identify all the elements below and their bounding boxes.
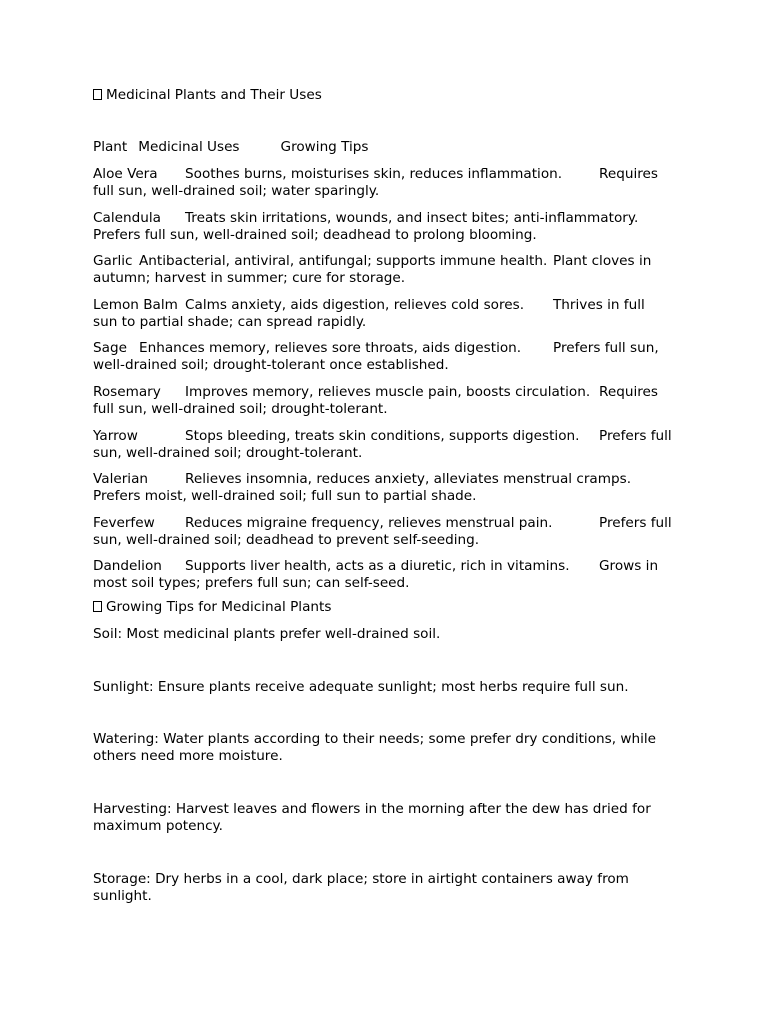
header-medicinal-uses: Medicinal Uses — [138, 139, 240, 155]
tip-storage: Storage: Dry herbs in a cool, dark place; store in airtight containers away from sunlight. — [93, 871, 629, 904]
plant-entry-valerian: Valerian Relieves insomnia, reduces anxiety, alleviates menstrual cramps. Prefers moist, well-drained soil; full sun to partial shade. — [93, 471, 645, 505]
growing-tips-heading — [93, 599, 673, 616]
missing-glyph-icon — [93, 601, 102, 612]
growing-tips-section — [93, 599, 673, 904]
plant-entry-aloe-vera: Aloe Vera Soothes burns, moisturises skin, reduces inflammation. Requires full sun, well-drained soil; water sparingly. — [93, 166, 663, 199]
plant-entry-garlic: Garlic Antibacterial, antiviral, antifungal; supports immune health. Plant cloves in autumn; harvest in summer; cure for storage. — [93, 253, 656, 287]
tip-sunlight: Sunlight: Ensure plants receive adequate sunlight; most herbs require full sun. — [93, 679, 629, 695]
table-header — [93, 139, 369, 156]
plant-entry-yarrow: Yarrow Stops bleeding, treats skin conditions, supports digestion. Prefers full sun, well-drained soil; drought-tolerant. — [93, 427, 677, 461]
tip-soil: Soil: Most medicinal plants prefer well-drained soil. — [93, 626, 441, 642]
missing-glyph-icon — [93, 89, 102, 100]
plant-entries — [93, 166, 677, 602]
document-title — [93, 87, 322, 104]
header-plant: Plant — [93, 139, 128, 155]
tip-watering: Watering: Water plants according to their needs; some prefer dry conditions, while others need more moisture. — [93, 731, 657, 764]
plant-entry-sage: Sage Enhances memory, relieves sore throats, aids digestion. Prefers full sun, well-drained soil; drought-tolerant once established. — [93, 340, 663, 374]
header-growing-tips: Growing Tips — [280, 139, 369, 155]
title-text: Medicinal Plants and Their Uses — [106, 87, 322, 103]
plant-entry-lemon-balm: Lemon Balm Calms anxiety, aids digestion, relieves cold sores. Thrives in full sun to partial shade; can spread rapidly. — [93, 296, 650, 330]
plant-entry-feverfew: Feverfew Reduces migraine frequency, relieves menstrual pain. Prefers full sun, well-drained soil; deadhead to prevent self-seeding. — [93, 514, 677, 548]
tip-harvesting: Harvesting: Harvest leaves and flowers in the morning after the dew has dried for maximum potency. — [93, 801, 651, 834]
growing-tips-heading-text: Growing Tips for Medicinal Plants — [106, 599, 332, 615]
plant-entry-calendula: Calendula Treats skin irritations, wounds, and insect bites; anti-inflammatory. Prefers full sun, well-drained soil; deadhead to prolong blooming. — [93, 209, 645, 243]
plant-entry-dandelion: Dandelion Supports liver health, acts as a diuretic, rich in vitamins. Grows in most soil types; prefers full sun; can self-seed. — [93, 558, 663, 592]
plant-entry-rosemary: Rosemary Improves memory, relieves muscle pain, boosts circulation. Requires full sun, well-drained soil; drought-tolerant. — [93, 383, 663, 417]
